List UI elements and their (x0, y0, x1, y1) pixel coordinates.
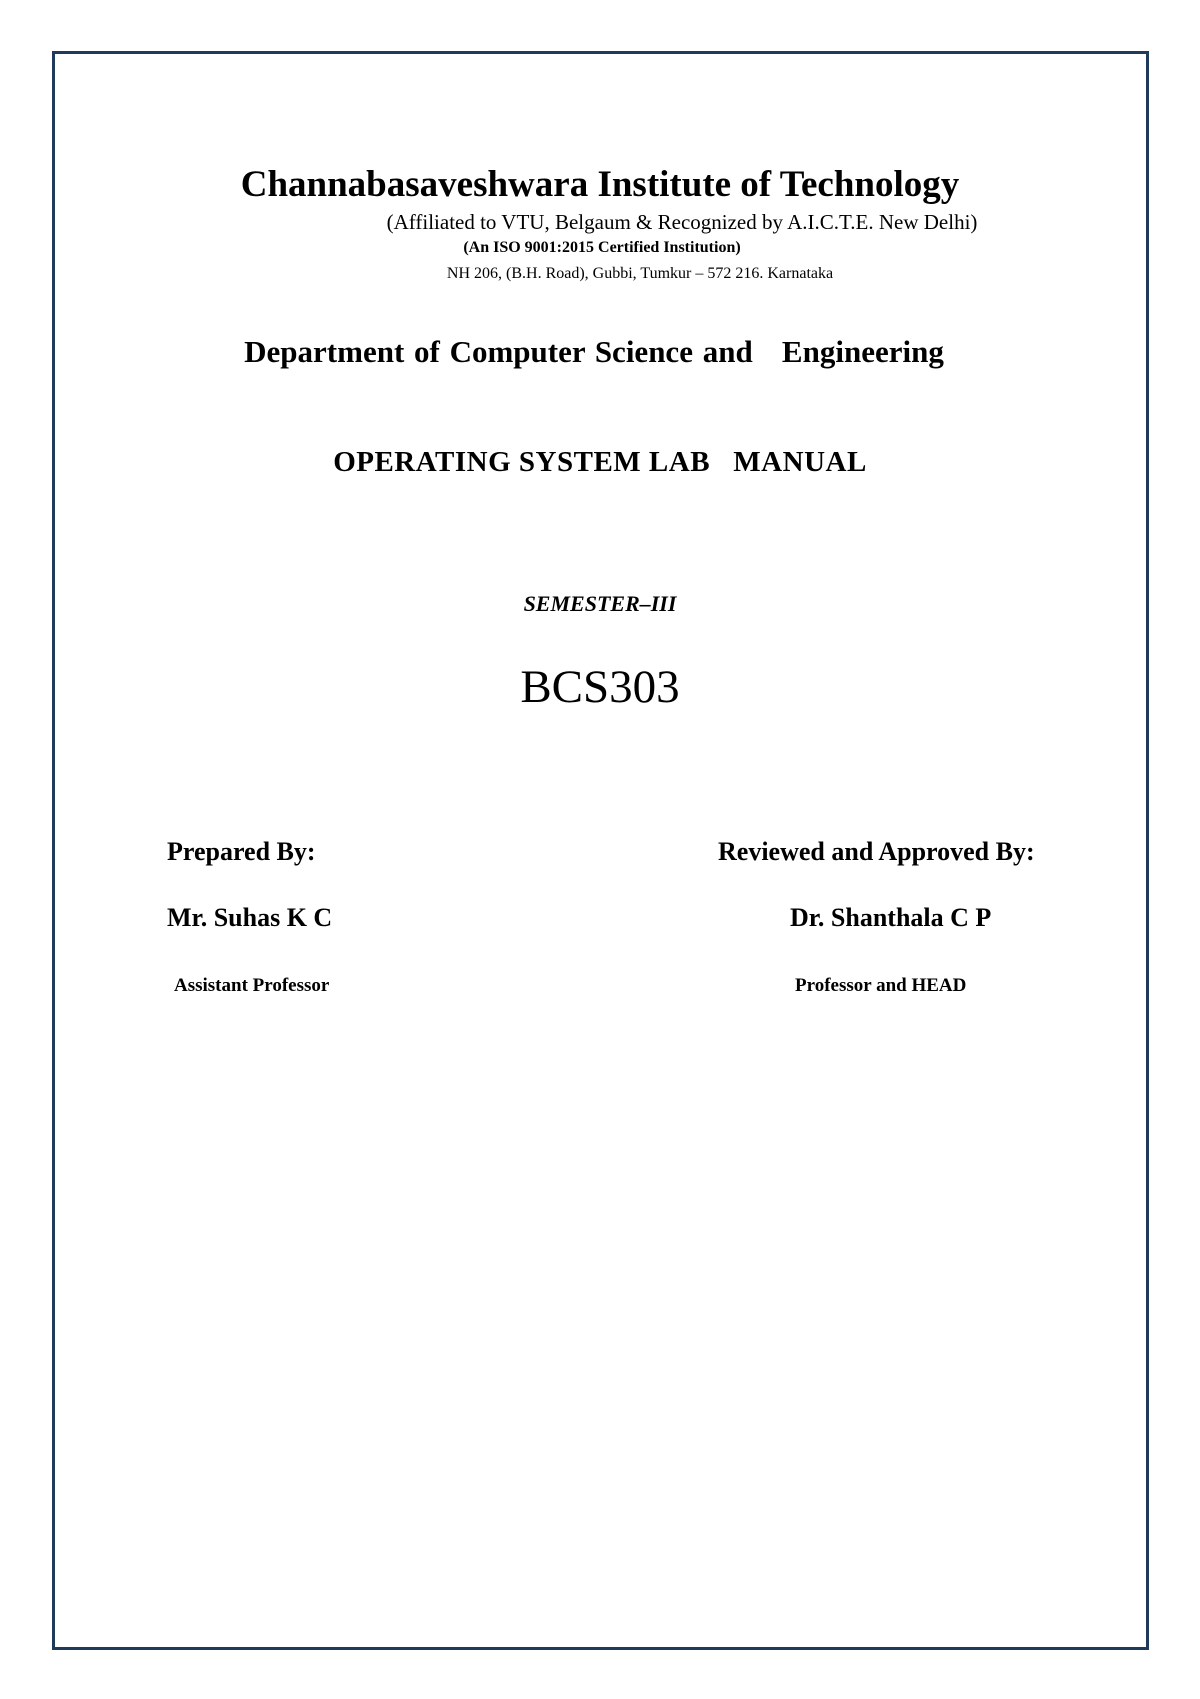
address-line: NH 206, (B.H. Road), Gubbi, Tumkur – 572 216. Karnataka (446, 265, 834, 282)
reviewed-by-label: Reviewed and Approved By: (718, 837, 1035, 866)
course-code: BCS303 (520, 661, 680, 713)
reviewed-by-designation: Professor and HEAD (795, 975, 967, 996)
prepared-by-designation: Assistant Professor (174, 975, 330, 996)
department-heading: Department of Computer Science and Engineering (244, 334, 944, 369)
prepared-by-name: Mr. Suhas K C (167, 903, 333, 932)
reviewed-by-name: Dr. Shanthala C P (790, 903, 992, 932)
institution-name: Channabasaveshwara Institute of Technology (240, 164, 960, 205)
certification-line: (An ISO 9001:2015 Certified Institution) (463, 239, 741, 256)
manual-title: OPERATING SYSTEM LAB MANUAL (333, 446, 867, 478)
prepared-by-label: Prepared By: (167, 837, 316, 866)
semester-label: SEMESTER–III (523, 591, 677, 616)
affiliation-line: (Affiliated to VTU, Belgaum & Recognized by A.I.C.T.E. New Delhi) (386, 210, 978, 234)
